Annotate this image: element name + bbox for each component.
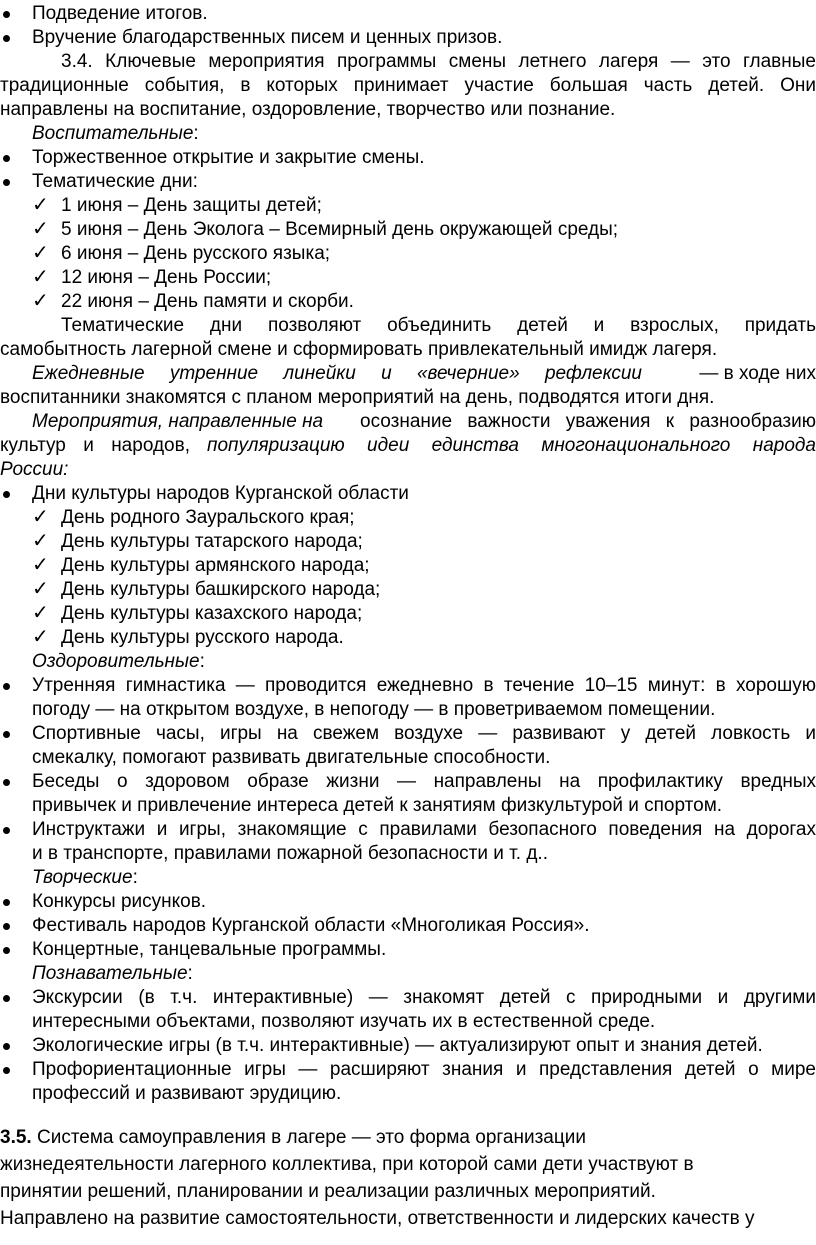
list-item: Вручение благодарственных писем и ценных призов. xyxy=(0,26,816,50)
check-item: ✓ День культуры русского народа. xyxy=(32,626,344,648)
paragraph-line: 3.4. Ключевые мероприятия программы смены летнего лагеря — это главные xyxy=(61,51,816,72)
paragraph-line: принятии решений, планировании и реализации различных мероприятий. xyxy=(0,1181,656,1202)
paragraph-line: 3.5. Система самоуправления в лагере — это форма организации xyxy=(0,1127,586,1148)
checkmark-icon: ✓ xyxy=(32,266,49,288)
paragraph-line: самобытность лагерной смене и сформировать привлекательный имидж лагеря. xyxy=(0,339,718,360)
section-heading: Познавательные: xyxy=(32,963,193,984)
list-item: Торжественное открытие и закрытие смены. xyxy=(0,146,816,170)
checkmark-icon: ✓ xyxy=(32,194,49,216)
paragraph-line: жизнедеятельности лагерного коллектива, при которой сами дети участвуют в xyxy=(0,1154,694,1175)
bullet-icon xyxy=(3,179,10,186)
list-item: Тематические дни: xyxy=(0,170,816,194)
list-item: Дни культуры народов Курганской области xyxy=(0,482,816,506)
list-item-continuation: погоду — на открытом воздухе, в непогоду — в проветриваемом помещении. xyxy=(32,699,716,720)
check-item: ✓ День культуры казахского народа; xyxy=(32,602,363,624)
checkmark-icon: ✓ xyxy=(32,218,49,240)
checkmark-icon: ✓ xyxy=(32,578,49,600)
checkmark-icon: ✓ xyxy=(32,506,49,528)
bullet-icon xyxy=(3,683,10,690)
paragraph-line: Ежедневные утренние линейки и «вечерние» рефлексии — в ходе них xyxy=(32,363,816,384)
check-item: ✓ 12 июня – День России; xyxy=(32,266,272,288)
check-item: ✓ 22 июня – День памяти и скорби. xyxy=(32,290,354,312)
bullet-icon xyxy=(3,1067,10,1074)
paragraph-line: культур и народов, популяризацию идеи единства многонационального народа xyxy=(0,435,816,456)
list-item-continuation: профессий и развивают эрудицию. xyxy=(32,1083,342,1104)
checkmark-icon: ✓ xyxy=(32,554,49,576)
list-item-continuation: и в транспорте, правилами пожарной безопасности и т. д.. xyxy=(32,843,548,864)
bullet-icon xyxy=(3,995,10,1002)
section-heading: Воспитательные: xyxy=(32,123,199,144)
list-item-continuation: привычек и привлечение интереса детей к занятиям физкультурой и спортом. xyxy=(32,795,723,816)
paragraph-line: воспитанники знакомятся с планом мероприятий на день, подводятся итоги дня. xyxy=(0,387,715,408)
section-heading: Творческие: xyxy=(32,867,138,888)
check-item: ✓ 6 июня – День русского языка; xyxy=(32,242,331,264)
bullet-icon xyxy=(3,11,10,18)
bullet-icon xyxy=(3,947,10,954)
bullet-icon xyxy=(3,827,10,834)
list-item: Спортивные часы, игры на свежем воздухе — развивают у детей ловкость и xyxy=(0,722,816,746)
paragraph-line: традиционные события, в которых принимает участие большая часть детей. Они xyxy=(0,75,816,96)
list-item-continuation: интересными объектами, позволяют изучать их в естественной среде. xyxy=(32,1011,656,1032)
check-item: ✓ День культуры татарского народа; xyxy=(32,530,363,552)
bullet-icon xyxy=(3,35,10,42)
list-item: Концертные, танцевальные программы. xyxy=(0,938,816,962)
checkmark-icon: ✓ xyxy=(32,530,49,552)
list-item: Утренняя гимнастика — проводится ежедневно в течение 10–15 минут: в хорошую xyxy=(0,674,816,698)
checkmark-icon: ✓ xyxy=(32,626,49,648)
list-item-continuation: смекалку, помогают развивать двигательные способности. xyxy=(32,747,551,768)
paragraph-line: Тематические дни позволяют объединить детей и взрослых, придать xyxy=(61,315,816,336)
check-item: ✓ День культуры армянского народа; xyxy=(32,554,370,576)
list-item: Подведение итогов. xyxy=(0,2,816,26)
bullet-icon xyxy=(3,155,10,162)
check-item: ✓ День родного Зауральского края; xyxy=(32,506,355,528)
paragraph-line: России: xyxy=(0,459,69,480)
bullet-icon xyxy=(3,899,10,906)
checkmark-icon: ✓ xyxy=(32,242,49,264)
list-item: Экскурсии (в т.ч. интерактивные) — знакомят детей с природными и другими xyxy=(0,986,816,1010)
paragraph-line: Направлено на развитие самостоятельности, ответственности и лидерских качеств у xyxy=(0,1208,755,1229)
section-heading: Оздоровительные: xyxy=(32,651,205,672)
list-item: Экологические игры (в т.ч. интерактивные) — актуализируют опыт и знания детей. xyxy=(0,1034,816,1058)
bullet-icon xyxy=(3,1043,10,1050)
check-item: ✓ 1 июня – День защиты детей; xyxy=(32,194,322,216)
paragraph-line: Мероприятия, направленные на осознание важности уважения к разнообразию xyxy=(32,411,816,432)
bullet-icon xyxy=(3,923,10,930)
check-item: ✓ 5 июня – День Эколога – Всемирный день окружающей среды; xyxy=(32,218,619,240)
list-item: Инструктажи и игры, знакомящие с правилами безопасного поведения на дорогах xyxy=(0,818,816,842)
checkmark-icon: ✓ xyxy=(32,602,49,624)
check-item: ✓ День культуры башкирского народа; xyxy=(32,578,381,600)
bullet-icon xyxy=(3,779,10,786)
bullet-icon xyxy=(3,491,10,498)
list-item: Фестиваль народов Курганской области «Многоликая Россия». xyxy=(0,914,816,938)
checkmark-icon: ✓ xyxy=(32,290,49,312)
list-item: Беседы о здоровом образе жизни — направлены на профилактику вредных xyxy=(0,770,816,794)
list-item: Профориентационные игры — расширяют знания и представления детей о мире xyxy=(0,1058,816,1082)
bullet-icon xyxy=(3,731,10,738)
paragraph-line: направлены на воспитание, оздоровление, творчество или познание. xyxy=(0,99,616,120)
list-item: Конкурсы рисунков. xyxy=(0,890,816,914)
